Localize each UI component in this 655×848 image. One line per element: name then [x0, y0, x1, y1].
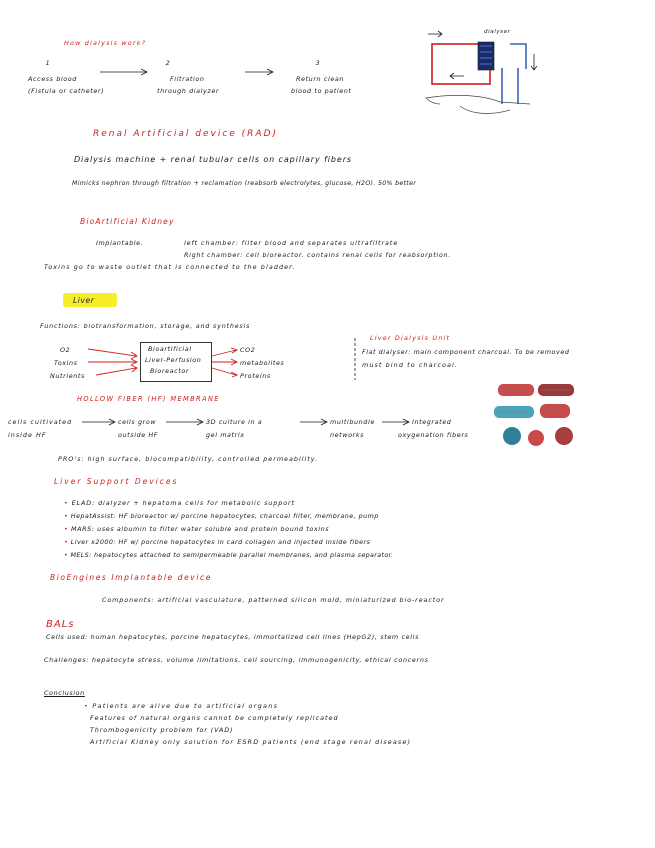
liver-input-nutrients: Nutrients — [50, 372, 85, 380]
liver-dialysis-line2: must bind to charcoal. — [362, 361, 459, 369]
conclusion-title: Conclusion — [44, 689, 85, 697]
bak-title: BioArtificial Kidney — [80, 217, 175, 226]
bak-right-chamber: Right chamber: cell bioreactor. contains renal cells for reabsorption. — [184, 251, 451, 259]
liver-box-line1: Bioartificial — [148, 345, 192, 353]
step-3-line1: Return clean — [296, 75, 345, 83]
conclusion-line-2: Features of natural organs cannot be completely replicated — [90, 714, 339, 722]
bak-left-chamber: left chamber: filter blood and separates ultrafiltrate — [184, 239, 399, 247]
support-item-elad-text: ELAD: dialyzer + hepatoma cells for metabolic support — [71, 499, 295, 507]
rad-line-1: Dialysis machine + renal tubular cells on capillary fibers — [74, 155, 352, 164]
step-1-line2: (Fistula or catheter) — [28, 87, 105, 95]
bioengines-title: BioEngines Implantable device — [50, 573, 212, 582]
support-item-mars: • MARS: uses albumin to filter water soluble and protein bound toxins — [64, 525, 330, 533]
hf-step-3-line1: 3D culture in a — [206, 418, 263, 426]
step-2-line1: Filtration — [170, 75, 205, 83]
rad-line-2: Mimicks nephron through filtration + reclamation (reabsorb electrolytes, glucose, H2O). 50% better — [72, 180, 417, 187]
liver-dialysis-line1: Flat dialyser: main component charcoal. To be removed — [362, 348, 570, 356]
conclusion-line-1: • Patients are alive due to artificial organs — [84, 702, 279, 710]
hf-step-4-line1: multibundle — [330, 418, 375, 426]
bals-cells: Cells used: human hepatocytes, porcine hepatocytes, immortalized cell lines (HepG2), stem cells — [46, 633, 420, 641]
liver-output-co2: CO2 — [240, 346, 256, 354]
conclusion-line-1-text: Patients are alive due to artificial organs — [92, 702, 279, 710]
support-item-mels: • MELS: hepatocytes attached to semipermeable parallel membranes, and plasma separator. — [64, 551, 394, 559]
hf-step-5-line2: oxygenation fibers — [398, 431, 469, 439]
liver-box-line3: Bioreactor — [150, 367, 190, 375]
liver-box-line2: Liver-Perfusion — [145, 356, 202, 364]
step-3-number: 3 — [315, 59, 321, 67]
hf-pros: PRO's: high surface, biocompatibility, controlled permeability. — [58, 455, 319, 463]
support-item-liverx2000-text: Liver x2000: HF w/ porcine hepatocytes in card collagen and injected inside fibers — [70, 538, 371, 546]
bak-implantable: Implantable. — [96, 239, 144, 247]
bals-challenges: Challenges: hepatocyte stress, volume limitations, cell sourcing, immunogenicity, ethical concerns — [44, 656, 429, 664]
hf-step-3-line2: gel matrix — [206, 431, 245, 439]
conclusion-line-4: Artificial Kidney only solution for ESRD patients (end stage renal disease) — [90, 738, 412, 746]
hf-step-2-line2: outside HF — [118, 431, 159, 439]
liver-title: Liver — [73, 296, 95, 305]
support-item-hepatassist: • HepatAssist: HF bioreactor w/ porcine hepatocytes, charcoal filter, membrane, pump — [64, 512, 379, 520]
hf-step-4-line2: networks — [330, 431, 365, 439]
step-3-line2: blood to patient — [291, 87, 352, 95]
liver-input-toxins: Toxins — [54, 359, 78, 367]
hf-step-1-line1: cells cultivated — [8, 418, 73, 426]
liver-output-proteins: Proteins — [240, 372, 271, 380]
hf-step-1-line2: inside HF — [8, 431, 47, 439]
hf-step-2-line1: cells grow — [118, 418, 157, 426]
support-title: Liver Support Devices — [54, 477, 179, 486]
support-item-mels-text: MELS: hepatocytes attached to semipermeable parallel membranes, and plasma separator. — [70, 551, 394, 559]
bioengines-components: Components: artificial vasculature, patterned silicon mold, miniaturized bio-reactor — [102, 596, 445, 604]
dialyser-label: dialyser — [484, 29, 511, 35]
step-2-line2: through dialyzer — [157, 87, 220, 95]
liver-output-metabolites: metabolites — [240, 359, 285, 367]
step-2-number: 2 — [165, 59, 171, 67]
rad-title: Renal Artificial device (RAD) — [93, 129, 279, 139]
support-item-liverx2000: • Liver x2000: HF w/ porcine hepatocytes in card collagen and injected inside fibers — [64, 538, 371, 546]
dialysis-title: How dialysis work? — [64, 39, 147, 47]
support-item-hepatassist-text: HepatAssist: HF bioreactor w/ porcine hepatocytes, charcoal filter, membrane, pump — [70, 512, 379, 520]
liver-input-o2: O2 — [60, 346, 71, 354]
bak-toxins: Toxins go to waste outlet that is connected to the bladder. — [44, 263, 296, 271]
hf-step-5-line1: Integrated — [412, 418, 452, 426]
step-1-line1: Access blood — [28, 75, 77, 83]
conclusion-line-3: Thrombogenicity problem for (VAD) — [90, 726, 234, 734]
step-1-number: 1 — [45, 59, 51, 67]
support-item-mars-text: MARS: uses albumin to filter water soluble and protein bound toxins — [71, 525, 330, 533]
hf-title: HOLLOW FIBER (HF) MEMBRANE — [77, 395, 220, 403]
liver-functions: Functions: biotransformation, storage, and synthesis — [40, 322, 251, 330]
bals-title: BALs — [46, 619, 75, 630]
hollow-fiber-illustration — [488, 378, 588, 456]
liver-dialysis-title: Liver Dialysis Unit — [370, 334, 451, 342]
support-item-elad: • ELAD: dialyzer + hepatoma cells for metabolic support — [64, 499, 295, 507]
